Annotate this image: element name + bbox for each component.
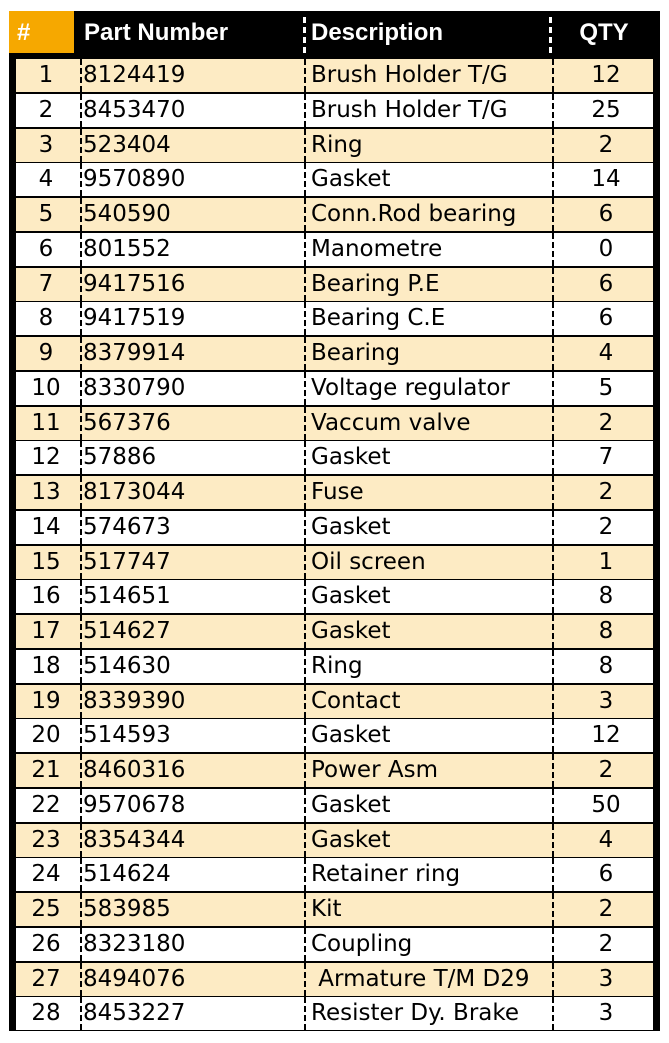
column-divider bbox=[80, 893, 82, 926]
column-divider bbox=[552, 650, 554, 683]
description-cell: Kit bbox=[311, 896, 342, 922]
column-divider bbox=[304, 233, 306, 266]
column-divider bbox=[80, 129, 82, 162]
column-divider bbox=[80, 650, 82, 683]
description-cell: Gasket bbox=[311, 583, 391, 610]
table-row bbox=[16, 233, 653, 266]
table-row bbox=[16, 302, 653, 335]
column-divider bbox=[552, 997, 554, 1030]
table-row bbox=[16, 615, 653, 648]
column-divider bbox=[552, 511, 554, 544]
qty-cell: 8 bbox=[598, 618, 614, 644]
column-divider bbox=[552, 789, 554, 822]
column-divider bbox=[304, 754, 306, 787]
qty-cell: 12 bbox=[591, 722, 621, 749]
column-divider bbox=[80, 198, 82, 231]
description-cell: Oil screen bbox=[311, 548, 426, 575]
qty-cell: 2 bbox=[598, 131, 614, 158]
qty-cell: 2 bbox=[598, 513, 614, 540]
row-number: 10 bbox=[31, 374, 61, 401]
qty-cell: 6 bbox=[598, 861, 614, 888]
qty-cell: 5 bbox=[598, 374, 614, 401]
part-number-cell: 8494076 bbox=[83, 965, 186, 992]
qty-cell: 50 bbox=[591, 791, 621, 818]
part-number-cell: 8173044 bbox=[83, 479, 186, 505]
table-row bbox=[16, 511, 653, 544]
column-divider bbox=[304, 685, 306, 718]
description-cell: Brush Holder T/G bbox=[311, 62, 508, 88]
column-divider bbox=[80, 824, 82, 857]
table-row bbox=[16, 129, 653, 162]
description-cell: Ring bbox=[311, 131, 363, 158]
column-divider bbox=[80, 268, 82, 301]
description-cell: Power Asm bbox=[311, 757, 438, 783]
column-divider bbox=[552, 94, 554, 127]
row-number: 9 bbox=[38, 340, 54, 366]
table-row bbox=[16, 719, 653, 752]
column-divider bbox=[80, 94, 82, 127]
row-number: 15 bbox=[31, 548, 61, 575]
description-cell: Coupling bbox=[311, 930, 413, 957]
table-row bbox=[16, 546, 653, 579]
qty-cell: 25 bbox=[591, 96, 621, 123]
table-row bbox=[16, 441, 653, 474]
row-number: 23 bbox=[31, 826, 61, 853]
description-cell: Gasket bbox=[311, 826, 391, 853]
column-divider bbox=[552, 337, 554, 370]
column-divider bbox=[552, 302, 554, 335]
table-row bbox=[16, 407, 653, 440]
table-row bbox=[16, 650, 653, 683]
qty-cell: 4 bbox=[598, 826, 614, 853]
column-divider bbox=[552, 372, 554, 405]
row-number: 25 bbox=[31, 896, 61, 922]
table-row bbox=[16, 893, 653, 926]
row-number: 2 bbox=[38, 96, 54, 123]
column-divider bbox=[552, 928, 554, 961]
column-divider bbox=[80, 754, 82, 787]
qty-cell: 3 bbox=[598, 965, 614, 992]
description-cell: Contact bbox=[311, 687, 401, 714]
qty-cell: 1 bbox=[598, 548, 614, 575]
qty-cell: 3 bbox=[598, 687, 614, 714]
column-divider bbox=[552, 163, 554, 196]
row-number: 24 bbox=[31, 861, 61, 888]
part-number-cell: 9417519 bbox=[83, 305, 186, 332]
part-number-cell: 9570890 bbox=[83, 166, 186, 193]
column-divider bbox=[552, 719, 554, 752]
column-divider bbox=[552, 824, 554, 857]
part-number-cell: 514651 bbox=[83, 583, 171, 610]
header-num: # bbox=[17, 19, 31, 46]
description-cell: Vaccum valve bbox=[311, 409, 471, 436]
part-number-cell: 8323180 bbox=[83, 930, 186, 957]
table-row bbox=[16, 685, 653, 718]
description-cell: Gasket bbox=[311, 444, 391, 471]
qty-cell: 2 bbox=[598, 757, 614, 783]
table-row bbox=[16, 94, 653, 127]
column-divider bbox=[80, 441, 82, 474]
part-number-cell: 574673 bbox=[83, 513, 171, 540]
qty-cell: 4 bbox=[598, 340, 614, 366]
qty-cell: 8 bbox=[598, 583, 614, 610]
table-row bbox=[16, 59, 653, 92]
column-divider bbox=[80, 789, 82, 822]
column-divider bbox=[552, 754, 554, 787]
part-number-cell: 9417516 bbox=[83, 270, 186, 297]
header-description: Description bbox=[311, 19, 444, 46]
header-divider bbox=[303, 17, 306, 53]
header-divider bbox=[549, 17, 552, 53]
column-divider bbox=[304, 824, 306, 857]
column-divider bbox=[552, 233, 554, 266]
column-divider bbox=[304, 997, 306, 1030]
column-divider bbox=[304, 372, 306, 405]
description-cell: Bearing bbox=[311, 340, 401, 366]
column-divider bbox=[552, 963, 554, 996]
table-row bbox=[16, 268, 653, 301]
column-divider bbox=[552, 129, 554, 162]
column-divider bbox=[80, 997, 82, 1030]
column-divider bbox=[80, 163, 82, 196]
column-divider bbox=[304, 407, 306, 440]
part-number-cell: 8354344 bbox=[83, 826, 186, 853]
column-divider bbox=[304, 928, 306, 961]
description-cell: Brush Holder T/G bbox=[311, 96, 508, 123]
column-divider bbox=[80, 372, 82, 405]
column-divider bbox=[552, 476, 554, 509]
table-row bbox=[16, 372, 653, 405]
column-divider bbox=[304, 789, 306, 822]
row-number: 1 bbox=[38, 62, 54, 88]
column-divider bbox=[80, 615, 82, 648]
part-number-cell: 57886 bbox=[83, 444, 157, 471]
column-divider bbox=[80, 233, 82, 266]
column-divider bbox=[304, 580, 306, 613]
row-number: 22 bbox=[31, 791, 61, 818]
parts-table bbox=[9, 11, 660, 1031]
column-divider bbox=[304, 337, 306, 370]
part-number-cell: 567376 bbox=[83, 409, 171, 436]
qty-cell: 3 bbox=[598, 1000, 614, 1027]
part-number-cell: 514593 bbox=[83, 722, 171, 749]
column-divider bbox=[304, 129, 306, 162]
column-divider bbox=[304, 615, 306, 648]
column-divider bbox=[80, 476, 82, 509]
part-number-cell: 8330790 bbox=[83, 374, 186, 401]
part-number-cell: 9570678 bbox=[83, 791, 186, 818]
qty-cell: 8 bbox=[598, 652, 614, 679]
qty-cell: 7 bbox=[598, 444, 614, 471]
qty-cell: 2 bbox=[598, 930, 614, 957]
row-number: 11 bbox=[31, 409, 61, 436]
column-divider bbox=[552, 615, 554, 648]
qty-cell: 6 bbox=[598, 270, 614, 297]
column-divider bbox=[552, 685, 554, 718]
column-divider bbox=[552, 268, 554, 301]
description-cell: Gasket bbox=[311, 513, 391, 540]
row-number: 28 bbox=[31, 1000, 61, 1027]
column-divider bbox=[80, 407, 82, 440]
row-number: 14 bbox=[31, 513, 61, 540]
column-divider bbox=[552, 59, 554, 92]
column-divider bbox=[80, 928, 82, 961]
table-row bbox=[16, 789, 653, 822]
column-divider bbox=[552, 441, 554, 474]
table-row bbox=[16, 198, 653, 231]
column-divider bbox=[304, 511, 306, 544]
description-cell: Gasket bbox=[311, 166, 391, 193]
row-number: 5 bbox=[38, 201, 54, 227]
column-divider bbox=[304, 163, 306, 196]
column-divider bbox=[304, 441, 306, 474]
column-divider bbox=[304, 268, 306, 301]
part-number-cell: 8379914 bbox=[83, 340, 186, 366]
column-divider bbox=[304, 650, 306, 683]
qty-cell: 14 bbox=[591, 166, 621, 193]
row-number: 13 bbox=[31, 479, 61, 505]
column-divider bbox=[80, 511, 82, 544]
table-row bbox=[16, 858, 653, 891]
description-cell: Ring bbox=[311, 652, 363, 679]
column-divider bbox=[304, 963, 306, 996]
row-number: 26 bbox=[31, 930, 61, 957]
part-number-cell: 514630 bbox=[83, 652, 171, 679]
part-number-cell: 8453227 bbox=[83, 1000, 186, 1027]
table-row bbox=[16, 580, 653, 613]
column-divider bbox=[304, 476, 306, 509]
column-divider bbox=[80, 546, 82, 579]
header-part-number: Part Number bbox=[84, 19, 229, 46]
row-number: 4 bbox=[38, 166, 54, 193]
table-row bbox=[16, 754, 653, 787]
column-divider bbox=[80, 858, 82, 891]
description-cell: Bearing P.E bbox=[311, 270, 440, 297]
column-divider bbox=[552, 546, 554, 579]
column-divider bbox=[552, 407, 554, 440]
qty-cell: 12 bbox=[591, 62, 621, 88]
part-number-cell: 523404 bbox=[83, 131, 171, 158]
column-divider bbox=[304, 198, 306, 231]
table-row bbox=[16, 928, 653, 961]
row-number: 21 bbox=[31, 757, 61, 783]
row-number: 7 bbox=[38, 270, 54, 297]
description-cell: Manometre bbox=[311, 235, 443, 262]
part-number-cell: 517747 bbox=[83, 548, 171, 575]
row-number: 27 bbox=[31, 965, 61, 992]
column-divider bbox=[80, 302, 82, 335]
row-number: 6 bbox=[38, 235, 54, 262]
column-divider bbox=[552, 198, 554, 231]
row-number: 20 bbox=[31, 722, 61, 749]
column-divider bbox=[80, 685, 82, 718]
qty-cell: 0 bbox=[598, 235, 614, 262]
table-row bbox=[16, 476, 653, 509]
qty-cell: 6 bbox=[598, 201, 614, 227]
table-row bbox=[16, 163, 653, 196]
part-number-cell: 8124419 bbox=[83, 62, 186, 88]
column-divider bbox=[80, 719, 82, 752]
part-number-cell: 540590 bbox=[83, 201, 171, 227]
column-divider bbox=[552, 893, 554, 926]
description-cell: Resister Dy. Brake bbox=[311, 1000, 520, 1027]
column-divider bbox=[80, 59, 82, 92]
description-cell: Gasket bbox=[311, 722, 391, 749]
row-number: 3 bbox=[38, 131, 54, 158]
description-cell: Gasket bbox=[311, 618, 391, 644]
description-cell: Conn.Rod bearing bbox=[311, 201, 517, 227]
qty-cell: 2 bbox=[598, 409, 614, 436]
row-number: 12 bbox=[31, 444, 61, 471]
description-cell: Fuse bbox=[311, 479, 364, 505]
table-row bbox=[16, 997, 653, 1030]
description-cell: Retainer ring bbox=[311, 861, 461, 888]
column-divider bbox=[304, 893, 306, 926]
column-divider bbox=[80, 580, 82, 613]
part-number-cell: 8460316 bbox=[83, 757, 186, 783]
row-number: 18 bbox=[31, 652, 61, 679]
column-divider bbox=[304, 858, 306, 891]
row-number: 17 bbox=[31, 618, 61, 644]
column-divider bbox=[304, 719, 306, 752]
column-divider bbox=[80, 963, 82, 996]
qty-cell: 2 bbox=[598, 896, 614, 922]
part-number-cell: 514627 bbox=[83, 618, 171, 644]
part-number-cell: 801552 bbox=[83, 235, 171, 262]
column-divider bbox=[304, 302, 306, 335]
header-qty: QTY bbox=[579, 19, 629, 46]
part-number-cell: 514624 bbox=[83, 861, 171, 888]
table-body bbox=[16, 59, 653, 1027]
qty-cell: 6 bbox=[598, 305, 614, 332]
row-number: 8 bbox=[38, 305, 54, 332]
table-row bbox=[16, 337, 653, 370]
row-number: 19 bbox=[31, 687, 61, 714]
qty-cell: 2 bbox=[598, 479, 614, 505]
column-divider bbox=[80, 337, 82, 370]
table-row bbox=[16, 963, 653, 996]
description-cell: Armature T/M D29 bbox=[311, 965, 530, 992]
description-cell: Gasket bbox=[311, 791, 391, 818]
part-number-cell: 583985 bbox=[83, 896, 171, 922]
column-divider bbox=[552, 858, 554, 891]
row-number: 16 bbox=[31, 583, 61, 610]
description-cell: Voltage regulator bbox=[311, 374, 510, 401]
column-divider bbox=[304, 94, 306, 127]
part-number-cell: 8339390 bbox=[83, 687, 186, 714]
column-divider bbox=[304, 546, 306, 579]
column-divider bbox=[304, 59, 306, 92]
part-number-cell: 8453470 bbox=[83, 96, 186, 123]
table-row bbox=[16, 824, 653, 857]
column-divider bbox=[552, 580, 554, 613]
description-cell: Bearing C.E bbox=[311, 305, 446, 332]
